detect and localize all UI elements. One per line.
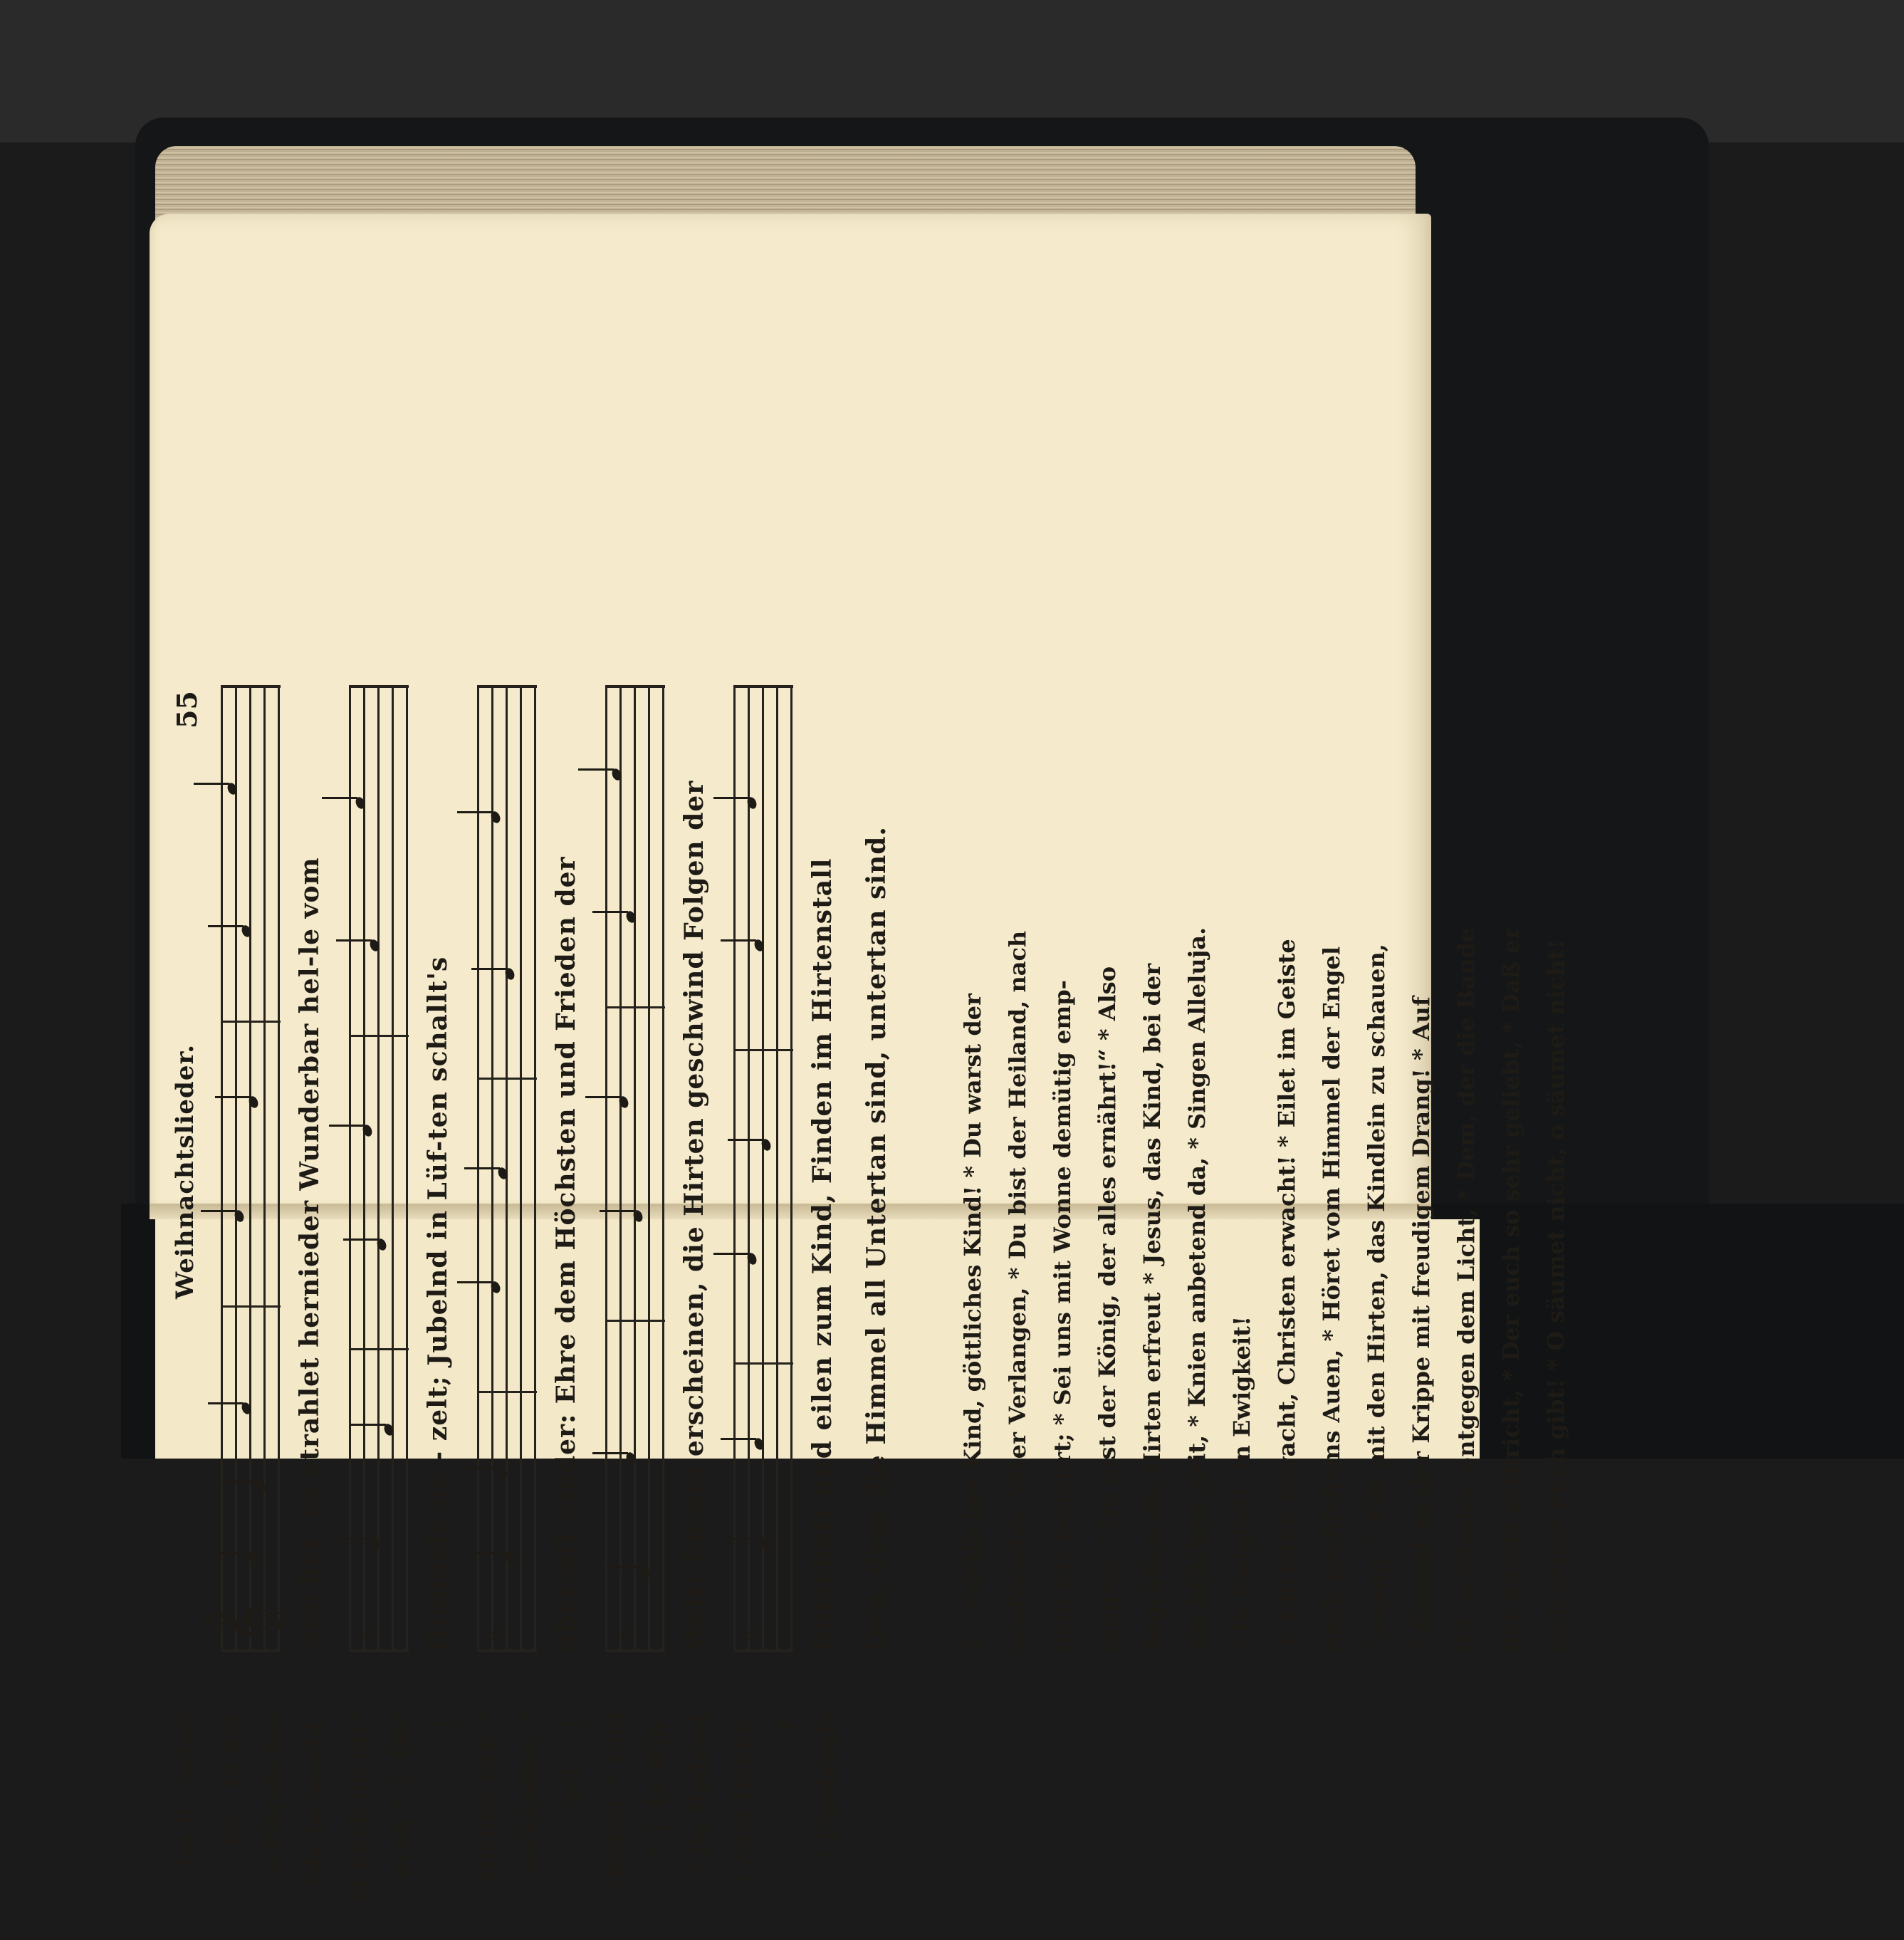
flat-icon: ♭ [604, 1627, 640, 1642]
verse-line: fangen, * Du bist der König, der alles ernährt!“ * Also [1094, 966, 1121, 1652]
lyric-line-6: Den, dem die Himmel all Untertan sind, untertan sind. [862, 826, 891, 1652]
facing-page-line: t. [771, 1712, 798, 1731]
flat-icon: ♭ [347, 1627, 384, 1642]
music-staff [477, 685, 537, 1652]
music-system-4 [605, 691, 730, 1652]
facing-page-line: e Her-de be- [258, 1712, 286, 1871]
flat-icon: ♭ [476, 1627, 512, 1642]
treble-clef-icon: 𝄞 [202, 1602, 285, 1645]
facing-page-line: rde be-wacht. [301, 1712, 328, 1886]
verse-line: seufzenden Väter Verlangen, * Du bist der Heiland, nach [1004, 930, 1031, 1652]
music-staff [605, 685, 665, 1652]
verse-text [951, 691, 1579, 1652]
music-system-1 [202, 691, 345, 1652]
facing-page-line: rlichen Ort; * [472, 1712, 499, 1882]
verse-line: * In Ewigkeit, in Ewigkeit! [1228, 1315, 1255, 1652]
facing-page-line: * Du linderst [686, 1712, 713, 1876]
verse-line: sich selbst euch gibt! * O säumet nicht, o säumet nicht! [1542, 939, 1569, 1652]
facing-page-content [165, 1712, 877, 1940]
facing-page-line: im-li - scher [173, 1712, 200, 1867]
facing-page-line: * :|: In Win- [643, 1712, 670, 1860]
facing-page-line: ! Finsternis [814, 1712, 841, 1860]
facing-page-line: oren * :|: Der [387, 1712, 414, 1878]
verse-line: Gesang. * Eilt mit den Hirten, das Kindlein zu schauen, [1363, 944, 1390, 1652]
facing-page-line: chwind. * Und [600, 1712, 627, 1892]
lyric-line-2: Himmels-ge - zelt; Jubelnd in Lüf-ten schallt's [423, 956, 453, 1652]
music-staff [733, 685, 793, 1652]
lyric-line-1: weichet, es strahlet hernieder Wunderbar hel-le vom [295, 857, 325, 1652]
lyric-line-5: Botschaft und eilen zum Kind, Finden im Hirtenstall [807, 857, 837, 1652]
page-number: 55 [171, 691, 203, 729]
facing-page-line: et euch nicht!* [344, 1712, 371, 1903]
page-header [171, 691, 206, 1652]
facing-page-line: : Zum Danke, [728, 1712, 755, 1883]
verse-line: der Sünde zerbricht, * Der euch so sehr geliebt, * Daß er [1497, 927, 1524, 1652]
verse-line: * Kommt zu der Krippe mit freudigem Drang! * Auf [1408, 996, 1435, 1652]
verse-line: dem wir begehrt; * Sei uns mit Wonne demütig emp- [1049, 980, 1076, 1652]
lyric-line-3: über-all wieder: Ehre dem Höchsten und Frieden der [551, 856, 581, 1652]
music-staff [349, 685, 409, 1652]
lyric-line-4: Welt! En-gel erscheinen, die Hirten geschwind Folgen der [679, 780, 709, 1652]
verse-line: nach Bethlehems Auen, * Höret vom Himmel der Engel [1318, 946, 1345, 1652]
facing-page-line: ort.“ :|: [558, 1712, 585, 1804]
running-title: Weihnachtslieder. [171, 1043, 199, 1300]
music-system-5 [733, 691, 858, 1652]
music-system-2 [349, 691, 474, 1652]
flat-icon: ♭ [732, 1627, 768, 1642]
verse-line: ihr, o Sünder, entgegen dem Licht, * Dem, der die Bande [1453, 927, 1480, 1652]
verse-line: begrüßen die Hirten erfreut * Jesus, das Kind, bei der [1139, 963, 1166, 1652]
verse-line: 3. Christen erwacht, Christen erwacht! * Eilet im Geiste [1273, 939, 1300, 1652]
verse-line: nächtlichen Zeit, * Knien anbetend da, * Singen Alleluja. [1183, 927, 1210, 1652]
verse-line: 2. „Göttliches Kind, göttliches Kind! * Du warst der [959, 993, 986, 1652]
facing-page-line: :|: [429, 1712, 456, 1738]
page-content [171, 691, 1581, 1652]
facing-page-line: verkünden, * [515, 1712, 542, 1876]
facing-page-line: Bo - te der [216, 1712, 243, 1847]
music-system-3 [477, 691, 602, 1652]
music-staff [202, 685, 285, 1652]
